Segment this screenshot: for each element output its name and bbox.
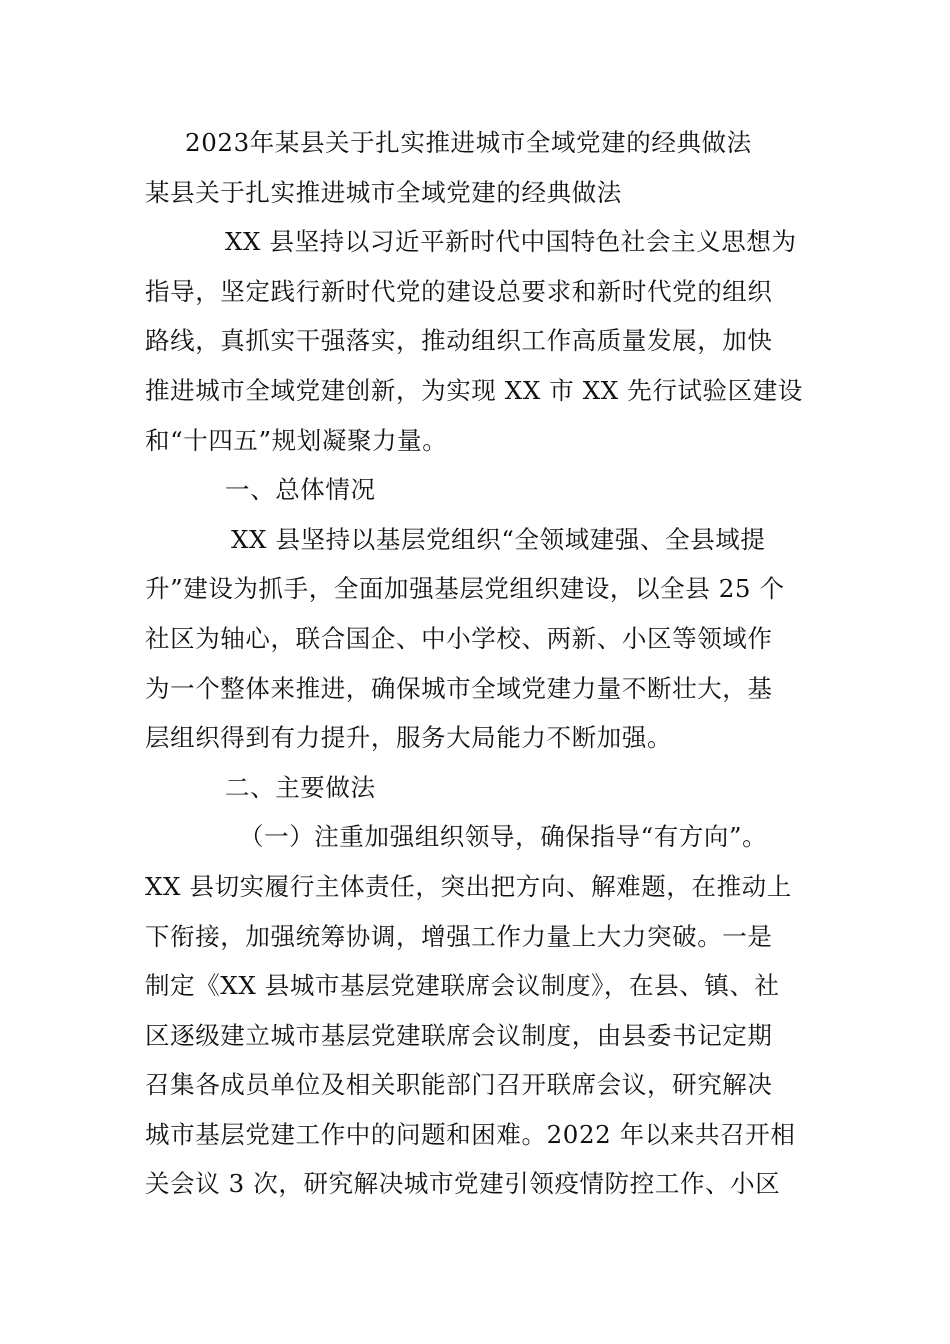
- paragraph-line: 社区为轴心，联合国企、中小学校、两新、小区等领域作: [145, 623, 773, 653]
- document-body: [145, 118, 809, 1209]
- document-title: 2023年某县关于扎实推进城市全域党建的经典做法: [185, 128, 752, 157]
- paragraph-line: 和“十四五”规划凝聚力量。: [145, 425, 448, 455]
- paragraph-line: 制定《XX 县城市基层党建联席会议制度》，在县、镇、社: [145, 971, 780, 1001]
- section-heading: 二、主要做法: [225, 772, 376, 802]
- paragraph-line: 升”建设为抓手，全面加强基层党组织建设，以全县 25 个: [145, 574, 785, 604]
- section-heading: 一、总体情况: [225, 475, 376, 505]
- document-subtitle: 某县关于扎实推进城市全域党建的经典做法: [145, 177, 622, 207]
- paragraph-line: 指导，坚定践行新时代党的建设总要求和新时代党的组织: [145, 276, 773, 306]
- paragraph-line: XX 县坚持以基层党组织“全领域建强、全县域提: [231, 524, 766, 554]
- paragraph-line: 路线，真抓实干强落实，推动组织工作高质量发展，加快: [145, 326, 773, 356]
- paragraph-line: 层组织得到有力提升，服务大局能力不断加强。: [145, 723, 673, 753]
- paragraph-line: 召集各成员单位及相关职能部门召开联席会议，研究解决: [145, 1070, 773, 1100]
- paragraph-line: 下衔接，加强统筹协调，增强工作力量上大力突破。一是: [145, 921, 773, 951]
- subsection-heading: （一）注重加强组织领导，确保指导“有方向”。: [239, 822, 768, 852]
- paragraph-line: XX 县坚持以习近平新时代中国特色社会主义思想为: [225, 227, 797, 257]
- paragraph-line: 城市基层党建工作中的问题和困难。2022 年以来共召开相: [145, 1119, 796, 1149]
- paragraph-line: 关会议 3 次，研究解决城市党建引领疫情防控工作、小区: [145, 1169, 781, 1199]
- paragraph-line: 为一个整体来推进，确保城市全域党建力量不断壮大，基: [145, 673, 773, 703]
- paragraph-line: 区逐级建立城市基层党建联席会议制度，由县委书记定期: [145, 1020, 773, 1050]
- paragraph-line: 推进城市全域党建创新，为实现 XX 市 XX 先行试验区建设: [145, 375, 803, 405]
- paragraph-line: XX 县切实履行主体责任，突出把方向、解难题，在推动上: [145, 871, 792, 901]
